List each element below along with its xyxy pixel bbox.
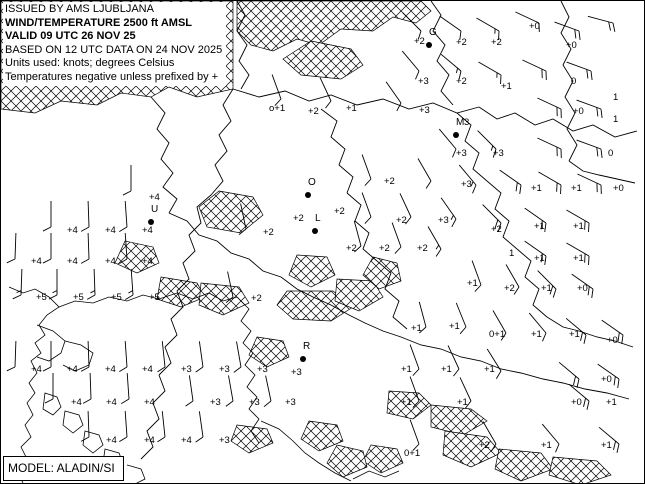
temperature-label: +3 <box>456 148 467 159</box>
temperature-label: +4 <box>31 256 42 267</box>
temperature-label: +1 <box>401 364 412 375</box>
station-name: G <box>429 27 437 38</box>
temperature-label: +3 <box>210 397 221 408</box>
temperature-label: +4 <box>31 364 42 375</box>
temperature-label: +2 <box>379 243 390 254</box>
station-name: L <box>315 213 321 224</box>
wind-barb <box>157 411 165 442</box>
wind-barb <box>522 60 546 80</box>
wind-barb <box>588 16 615 32</box>
wind-barb <box>362 155 371 186</box>
temperature-label: +0 <box>571 397 582 408</box>
wind-barb <box>234 341 241 372</box>
temperature-label: 0 <box>608 148 614 159</box>
temperature-label: +0 <box>577 283 588 294</box>
temperature-label: +3 <box>291 367 302 378</box>
temperature-label: 0+1 <box>489 329 506 340</box>
temperature-label: 3 <box>464 117 470 128</box>
wind-barb <box>428 226 441 256</box>
temperature-label: +3 <box>285 397 296 408</box>
temperature-label: +2 <box>263 227 274 238</box>
wind-barb <box>577 140 603 158</box>
basis-line: BASED ON 12 UTC DATA ON 24 NOV 2025 <box>5 43 223 56</box>
wind-barb <box>83 373 91 403</box>
wind-barb <box>13 269 22 299</box>
wind-barb <box>119 201 127 232</box>
temperature-label: +4 <box>142 256 153 267</box>
wind-barb <box>402 51 419 79</box>
temperature-label: +0 <box>529 21 540 32</box>
temperature-label: +3 <box>461 179 472 190</box>
wind-barb <box>410 420 419 451</box>
temperature-label: +4 <box>71 397 82 408</box>
wind-barb <box>500 170 521 194</box>
temperature-label: +1 <box>569 329 580 340</box>
temperature-label: +4 <box>181 435 192 446</box>
temperature-label: 0+1 <box>404 448 421 459</box>
temperature-label: +2 <box>491 224 502 235</box>
station-name: O <box>308 177 316 188</box>
temperature-label: +1 <box>573 221 584 232</box>
wind-barb <box>264 376 271 407</box>
product-line: WIND/TEMPERATURE 2500 ft AMSL <box>5 16 193 29</box>
temperature-label: 1 <box>613 114 619 125</box>
temperature-label: +4 <box>67 225 78 236</box>
wind-barb <box>7 341 16 371</box>
temperature-label: +1 <box>534 253 545 264</box>
wind-barb <box>81 201 89 231</box>
temperature-label: +1 <box>541 440 552 451</box>
temperature-label: +3 <box>493 148 504 159</box>
station-dot <box>426 42 432 48</box>
validity-line: VALID 09 UTC 26 NOV 25 <box>5 30 136 42</box>
temperature-label: +4 <box>142 364 153 375</box>
temperature-label: +2 <box>456 37 467 48</box>
temperature-label: +5 <box>73 292 84 303</box>
wind-barb <box>157 341 165 372</box>
temperature-label: +2 <box>251 293 262 304</box>
temperature-label: +1 <box>346 103 357 114</box>
wind-barb <box>392 223 401 254</box>
wind-barb <box>439 129 456 157</box>
temperature-label: +4 <box>144 435 155 446</box>
temperature-label: +0 <box>601 374 612 385</box>
temperature-label: +0 <box>573 106 584 117</box>
temperature-label: +5 <box>36 292 47 303</box>
temperature-label: +1 <box>531 329 542 340</box>
temperature-label: +1 <box>534 221 545 232</box>
temperature-label: +5 <box>149 292 160 303</box>
wind-barb <box>43 233 51 263</box>
wind-barb <box>186 375 193 406</box>
temperature-label: +3 <box>249 397 260 408</box>
temperature-label: +2 <box>456 76 467 87</box>
temperature-label: +0 <box>613 183 624 194</box>
wind-barb <box>418 158 431 188</box>
issuer-line: ISSUED BY AMS LJUBLJANA <box>5 3 154 15</box>
temperature-label: +1 <box>484 364 495 375</box>
wind-barb <box>119 411 127 442</box>
temperature-label: 0 <box>571 76 577 87</box>
temperature-label: +1 <box>606 397 617 408</box>
temperature-note-line: Temperatures negative unless prefixed by + <box>5 70 219 83</box>
station-dot <box>300 356 306 362</box>
temperature-label: +3 <box>219 435 230 446</box>
temperature-label: +2 <box>491 37 502 48</box>
temperature-label: +3 <box>181 364 192 375</box>
wind-barb <box>537 98 561 118</box>
station-dot <box>312 228 318 234</box>
temperature-label: +4 <box>105 225 116 236</box>
model-label: MODEL: ALADIN/SI <box>8 461 115 475</box>
wind-barb <box>49 269 57 299</box>
wind-barb <box>226 375 233 406</box>
temperature-label: +2 <box>308 106 319 117</box>
temperature-label: +4 <box>149 192 160 203</box>
wind-barb <box>81 411 89 441</box>
station-name: M <box>456 117 465 128</box>
wind-barb <box>121 373 129 404</box>
wind-barb <box>386 82 401 111</box>
temperature-label: +1 <box>541 283 552 294</box>
wind-barb <box>362 193 371 224</box>
wind-barb <box>87 269 95 299</box>
temperature-label: +3 <box>418 76 429 87</box>
temperature-label: +2 <box>417 243 428 254</box>
model-box <box>3 456 124 481</box>
temperature-label: +4 <box>67 256 78 267</box>
temperature-label: +2 <box>414 36 425 47</box>
station-name: U <box>151 204 159 215</box>
temperature-label: 1 <box>613 92 619 103</box>
wind-barb <box>43 201 51 231</box>
wind-barb <box>123 165 131 195</box>
temperature-label: +2 <box>293 213 304 224</box>
wind-barb <box>320 77 331 108</box>
wind-barb <box>559 362 579 387</box>
wind-barb <box>538 172 561 194</box>
wind-barb <box>125 269 133 300</box>
temperature-label: +1 <box>501 81 512 92</box>
station-dot <box>305 192 311 198</box>
temperature-label: +4 <box>67 364 78 375</box>
temperature-label: o+1 <box>269 103 286 114</box>
wind-barb <box>45 373 53 403</box>
temperature-label: +1 <box>411 323 422 334</box>
temperature-label: +4 <box>105 256 116 267</box>
wind-barb <box>272 75 281 106</box>
header-text-block <box>3 2 226 86</box>
station-name: R <box>303 341 311 352</box>
temperature-label: +2 <box>346 243 357 254</box>
temperature-label: +1 <box>571 183 582 194</box>
temperature-label: +1 <box>457 397 468 408</box>
wind-barb <box>81 233 89 263</box>
wind-barb <box>196 411 203 442</box>
temperature-label: +2 <box>504 283 515 294</box>
wind-barb <box>196 341 203 372</box>
temperature-label: +3 <box>219 364 230 375</box>
temperature-label: +1 <box>531 183 542 194</box>
temperature-label: +1 <box>573 253 584 264</box>
station-dot <box>453 132 459 138</box>
temperature-label: +3 <box>257 364 268 375</box>
wind-barb <box>43 341 51 371</box>
wind-barb <box>478 62 501 84</box>
temperature-label: +0 <box>607 335 618 346</box>
temperature-label: +4 <box>144 397 155 408</box>
temperature-label: +4 <box>105 364 116 375</box>
temperature-label: +1 <box>601 440 612 451</box>
temperature-label: +3 <box>419 105 430 116</box>
temperature-label: +2 <box>396 215 407 226</box>
temperature-label: +1 <box>467 278 478 289</box>
wind-barb <box>555 22 581 40</box>
wind-barb <box>537 138 561 158</box>
temperature-label: +4 <box>106 435 117 446</box>
temperature-label: +2 <box>384 176 395 187</box>
temperature-label: +1 <box>441 364 452 375</box>
wind-barb <box>119 341 127 372</box>
temperature-label: +3 <box>438 215 449 226</box>
temperature-label: +1 <box>449 321 460 332</box>
temperature-label: +1 <box>401 397 412 408</box>
temperature-label: +2 <box>334 206 345 217</box>
temperature-label: +4 <box>142 225 153 236</box>
temperature-label: +2 <box>479 440 490 451</box>
temperature-label: +0 <box>566 40 577 51</box>
temperature-label: +4 <box>106 397 117 408</box>
temperature-label: 1 <box>509 248 515 259</box>
units-line: Units used: knots; degrees Celsius <box>5 57 175 69</box>
temperature-label: +5 <box>111 292 122 303</box>
wind-barb <box>7 233 16 263</box>
